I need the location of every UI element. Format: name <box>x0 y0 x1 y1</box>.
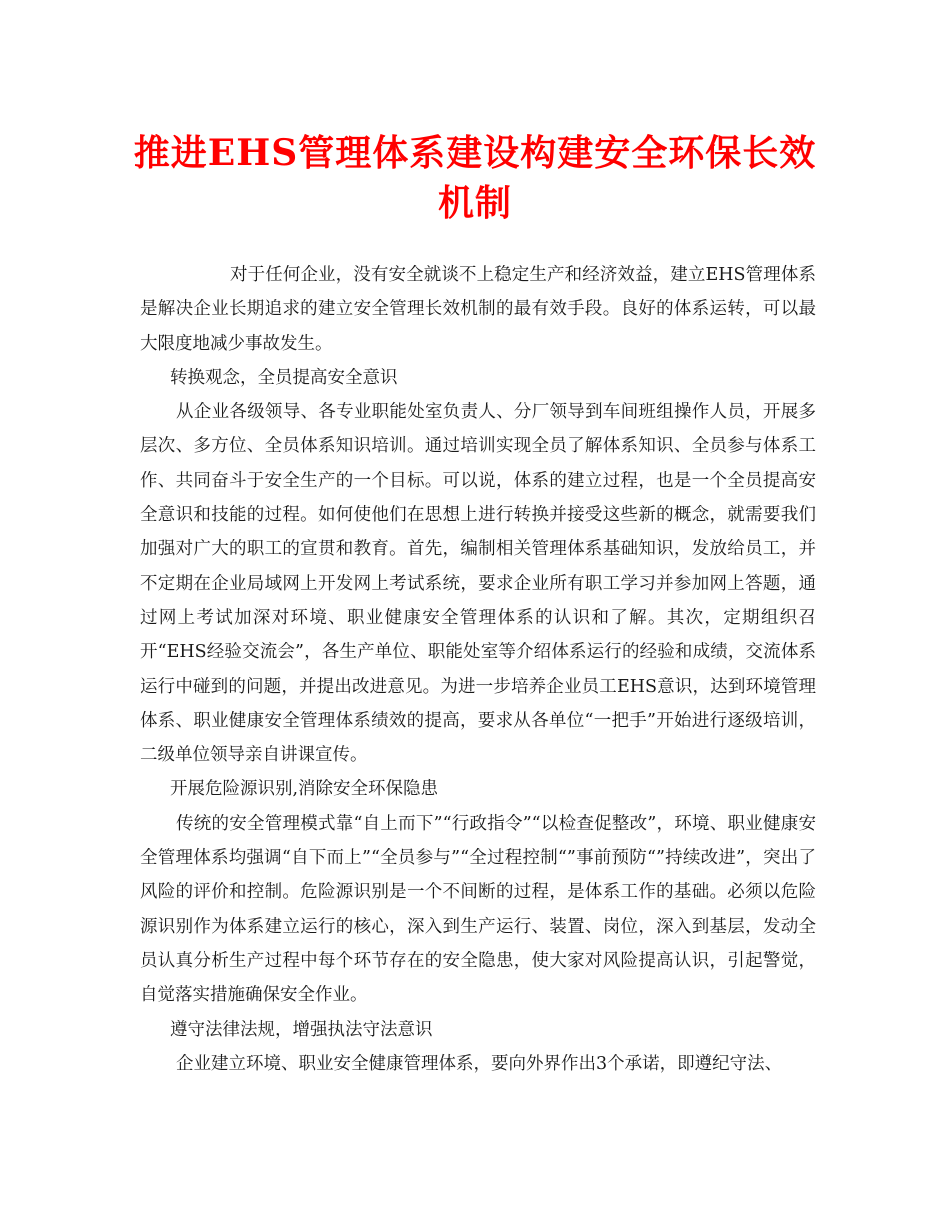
body-paragraph-law: 企业建立环境、职业安全健康管理体系，要向外界作出3个承诺，即遵纪守法、 <box>176 1053 783 1074</box>
body-paragraph-training: 从企业各级领导、各专业职能处室负责人、分厂领导到车间班组操作人员，开展多层次、多方位、全员体系知识培训。通过培训实现全员了解体系知识、全员参与体系工作、共同奋斗于安全生产的一个目标。可以说，体系的建立过程，也是一个全员提高安全意识和技能的过程。如何使他们在思想上进行转换并接受这些新的概念，就需要我们加强对广大的职工的宣贯和教育。首先，编制相关管理体系基础知识，发放给员工，并不定期在企业局域网上开发网上考试系统，要求企业所有职工学习并参加网上答题，通过网上考试加深对环境、职业健康安全管理体系的认识和了解。其次，定期组织召开“EHS经验交流会”，各生产单位、职能处室等介绍体系运行的经验和成绩，交流体系运行中碰到的问题，并提出改进意见。为进一步培养企业员工EHS意识，达到环境管理体系、职业健康安全管理体系绩效的提高，要求从各单位“一把手”开始进行逐级培训，二级单位领导亲自讲课宣传。 <box>140 402 816 766</box>
section-heading-law: 遵守法律法规，增强执法守法意识 <box>170 1019 433 1040</box>
section-heading-awareness: 转换观念，全员提高安全意识 <box>170 367 398 388</box>
section-heading-hazard: 开展危险源识别,消除安全环保隐患 <box>170 779 439 800</box>
document-body <box>140 258 816 1081</box>
document-title: 推进EHS管理体系建设构建安全环保长效机制 <box>133 132 817 224</box>
intro-paragraph: 对于任何企业，没有安全就谈不上稳定生产和经济效益，建立EHS管理体系是解决企业长期追求的建立安全管理长效机制的最有效手段。良好的体系运转，可以最大限度地减少事故发生。 <box>140 265 816 354</box>
body-paragraph-hazard: 传统的安全管理模式靠“自上而下”“行政指令”“以检查促整改”，环境、职业健康安全管理体系均强调“自下而上”“全员参与”“全过程控制“”事前预防“”持续改进”，突出了风险的评价和控制。危险源识别是一个不间断的过程，是体系工作的基础。必须以危险源识别作为体系建立运行的核心，深入到生产运行、装置、岗位，深入到基层，发动全员认真分析生产过程中每个环节存在的安全隐患，使大家对风险提高认识，引起警觉，自觉落实措施确保安全作业。 <box>140 813 816 1006</box>
